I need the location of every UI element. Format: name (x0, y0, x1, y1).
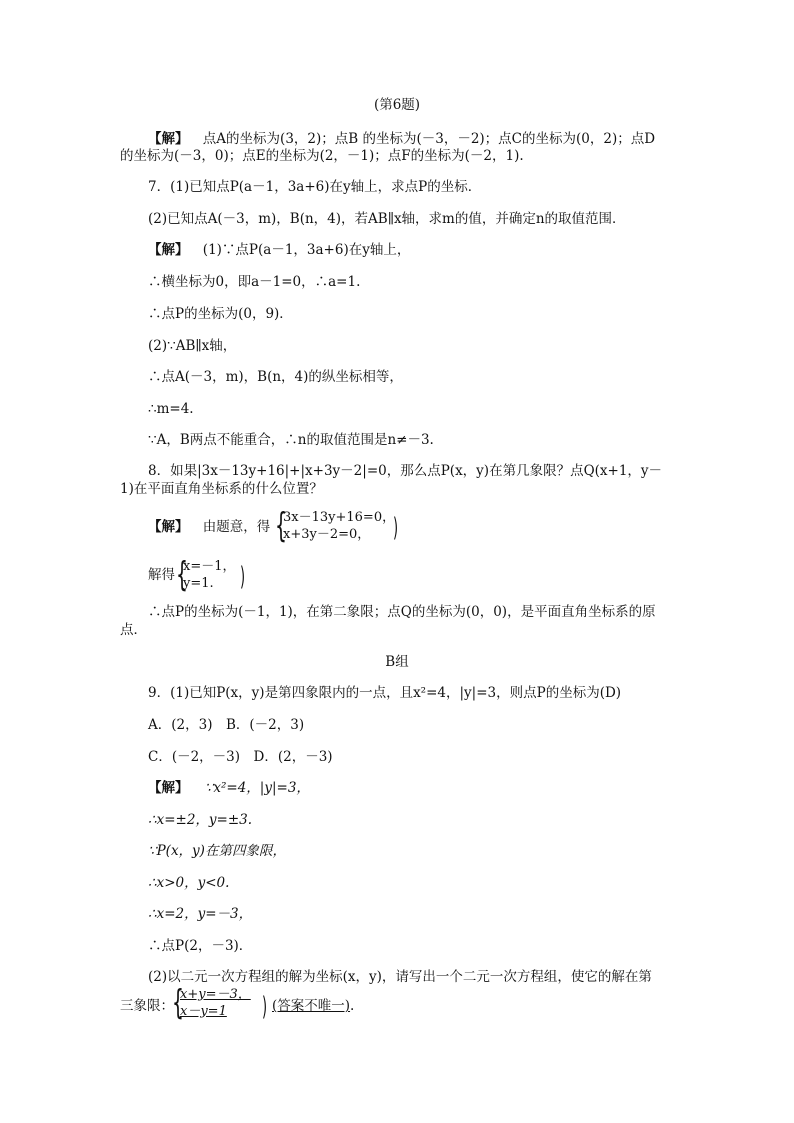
solution-tag: 【解】 (148, 519, 189, 535)
period: . (350, 998, 355, 1014)
q9-solution-line5: ∴x=2，y=－3， (148, 906, 253, 922)
left-brace-icon: { (172, 983, 184, 1023)
q9-part2-equation1: x+y=－3， (180, 987, 251, 1002)
q9-part2-answer-note (272, 997, 354, 1015)
q8-solution-lead-text: 由题意，得 (202, 519, 271, 535)
right-paren-icon: ) (393, 513, 399, 543)
q6-solution-text1: 点A的坐标为(3，2)；点B 的坐标为(－3，－2)；点C的坐标为(0，2)；点D (202, 131, 656, 147)
right-paren-icon: ) (262, 992, 268, 1022)
q7-question-line1: 7．(1)已知点P(a－1，3a+6)在y轴上，求点P的坐标． (148, 179, 482, 195)
q7-solution-text1: (1)∵点P(a－1，3a+6)在y轴上， (202, 242, 411, 258)
figure-caption: (第6题) (373, 97, 421, 113)
q7-question-line2: (2)已知点A(－3，m)，B(n，4)，若AB∥x轴，求m的值，并确定n的取值范围． (148, 211, 626, 227)
q7-solution-line4: (2)∵AB∥x轴， (148, 338, 237, 354)
q6-solution-line2: 的坐标为(－3，0)；点E的坐标为(2，－1)；点F的坐标为(－2，1). (120, 148, 524, 164)
q8-equation1: 3x－13y+16=0， (283, 510, 396, 525)
left-brace-icon: { (275, 506, 287, 546)
q9-solution-line2: ∴x=±2，y=±3. (148, 812, 253, 828)
q8-conclusion-line1: ∴点P的坐标为(－1，1)，在第二象限；点Q的坐标为(0，0)，是平面直角坐标系的原 (148, 604, 656, 620)
q6-solution-line1 (148, 130, 655, 148)
solution-tag: 【解】 (148, 242, 189, 258)
left-brace-icon: { (176, 555, 188, 595)
q8-conclusion-line2: 点． (120, 622, 147, 638)
q9-part2-line1: (2)以二元一次方程组的解为坐标(x，y)，请写出一个二元一次方程组，使它的解在第 (148, 969, 652, 985)
q9-solution-line4: ∴x>0，y<0. (148, 875, 230, 891)
q9-part2-lead: 三象限： (120, 998, 174, 1014)
q7-solution-line7: ∵A，B两点不能重合，∴n的取值范围是n≠－3. (148, 432, 434, 448)
right-paren-icon: ) (240, 562, 246, 592)
q9-question-line1: 9．(1)已知P(x，y)是第四象限内的一点，且x²=4，|y|=3，则点P的坐标为(D) (148, 685, 622, 701)
q8-solution-lead (148, 518, 270, 536)
q8-equation2: x+3y－2=0， (283, 527, 371, 542)
q8-result1: x=－1， (183, 559, 236, 574)
q9-solution-text1: ∵x²=4，|y|=3， (204, 780, 310, 796)
answer-note: (答案不唯一) (272, 998, 351, 1014)
q7-solution-line3: ∴点P的坐标为(0，9)． (148, 306, 293, 322)
q9-solution-line1 (148, 779, 310, 797)
solution-tag: 【解】 (148, 131, 189, 147)
q9-part2-equation2: x－y=1 (180, 1004, 227, 1019)
q9-options-cd: C．(－2，－3) D．(2，－3) (148, 749, 333, 765)
q9-solution-line3: ∵P(x，y)在第四象限， (148, 843, 286, 859)
q8-result2: y=1. (183, 576, 214, 591)
q7-solution-line5: ∴点A(－3，m)，B(n，4)的纵坐标相等， (148, 369, 403, 385)
section-heading-group-b: B组 (385, 654, 409, 670)
q8-solved-lead: 解得 (148, 567, 175, 583)
q8-question-line1: 8．如果|3x－13y+16|+|x+3y－2|=0，那么点P(x，y)在第几象限？点Q(x+1，y－ (148, 463, 663, 479)
q7-solution-line2: ∴横坐标为0，即a－1=0，∴a=1. (148, 274, 361, 290)
q7-solution-line1 (148, 241, 410, 259)
q8-question-line2: 1)在平面直角坐标系的什么位置？ (120, 481, 323, 497)
q7-solution-line6: ∴m=4. (148, 401, 194, 417)
q9-solution-line6: ∴点P(2，－3)． (148, 938, 253, 954)
q9-options-ab: A．(2，3) B．(－2，3) (148, 717, 305, 733)
solution-tag: 【解】 (148, 780, 189, 796)
